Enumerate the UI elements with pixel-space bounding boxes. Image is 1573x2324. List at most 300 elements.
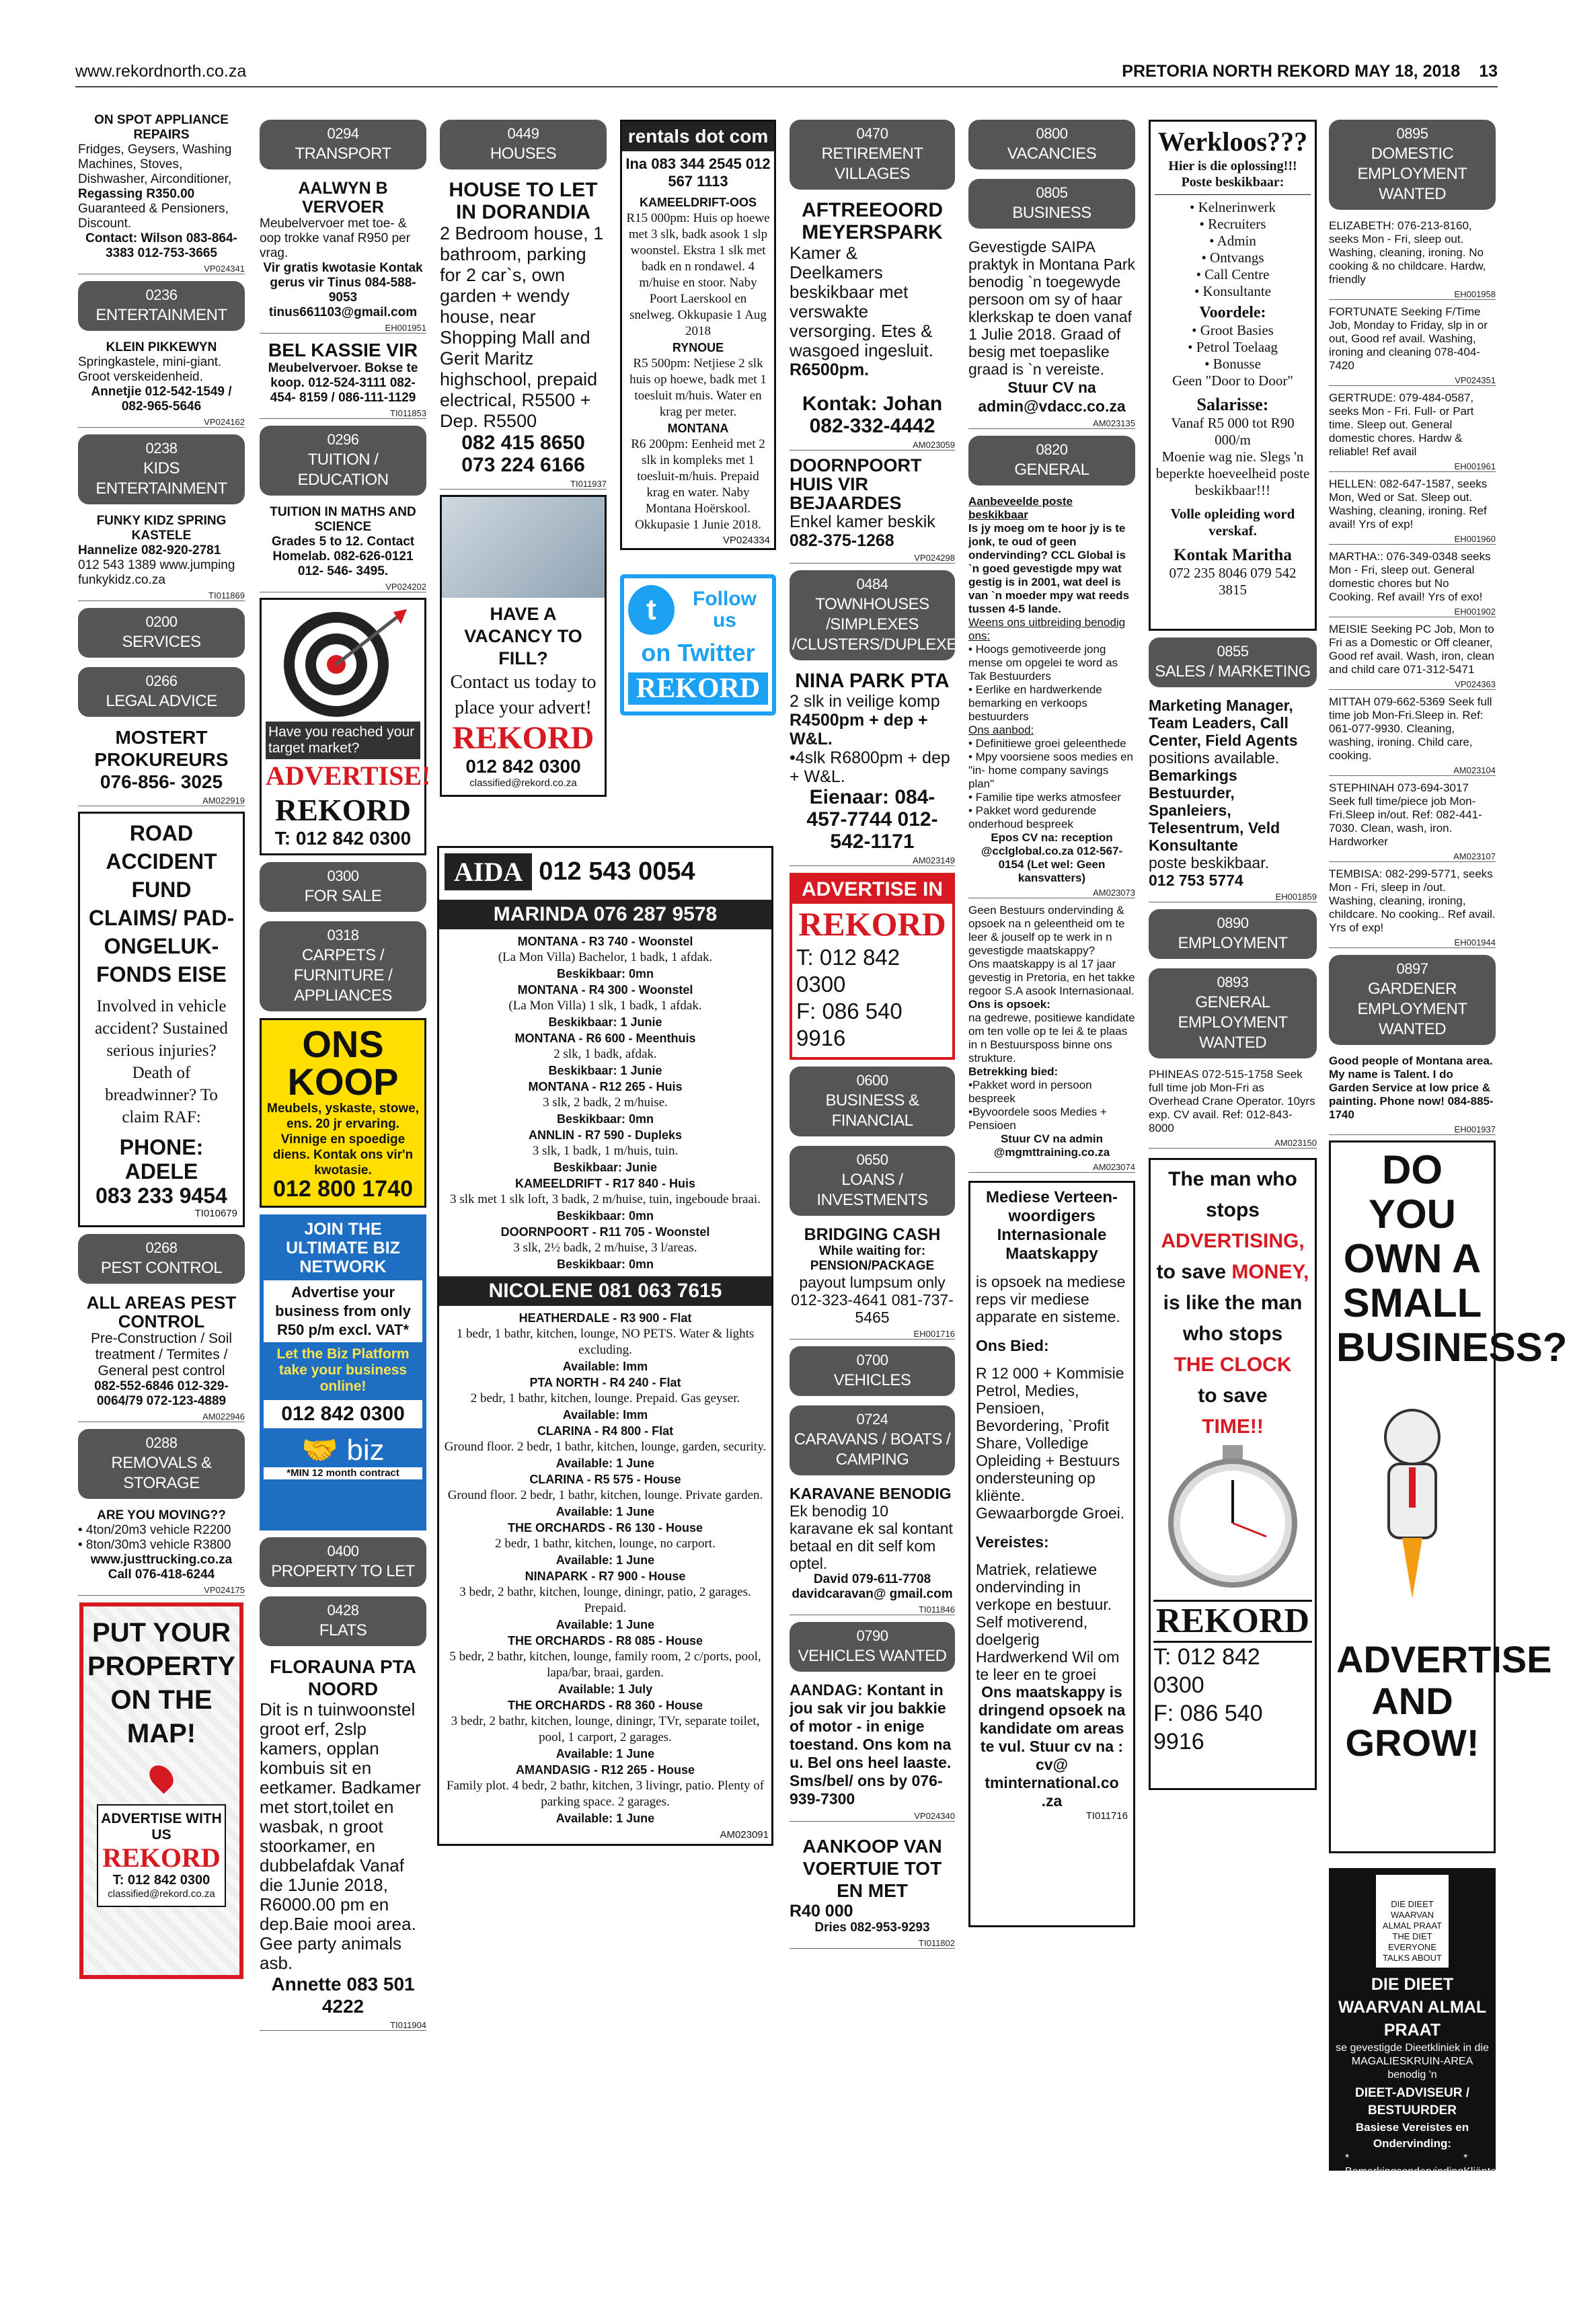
ad-body: MITTAH 079-662-5369 Seek full time job Mon-Fri.Sleep in. Ref: 061-077-9930. Cleaning, washing, ironing. Child care, cooking. <box>1329 695 1492 762</box>
ad-contact: David 079-611-7708 davidcaravan@ gmail.com <box>792 1572 953 1601</box>
ad-title: ALL AREAS PEST CONTROL <box>86 1292 237 1331</box>
ad-contact: Epos CV na: reception @cclglobal.co.za 012-567-0154 (Let wel: Geen kansvatters) <box>981 831 1123 884</box>
ad-heading: Ons is opsoek: <box>968 998 1050 1011</box>
ad-phone: 072 235 8046 079 542 3815 <box>1169 565 1297 598</box>
ad-intro: Is jy moeg om te hoor jy is te jonk, te oud of geen ondervinding? CCL Global is `n goed gevestigde mpy wat gestig is in 2001, wat deel is van `n moeder mpy wat reeds tussen 4-5 lande. <box>968 522 1130 615</box>
classified-ad <box>78 113 245 261</box>
ad-contact: Contact: Wilson 083-864-3383 012-753-3665 <box>85 231 237 260</box>
advertise-ad <box>790 873 955 1060</box>
listing-availability: Available: 1 June <box>555 1457 655 1470</box>
map-pin-icon <box>145 1760 178 1793</box>
ad-bullet: • Mpy voorsiene soos medies en "in- home company savings plan" <box>968 750 1134 790</box>
ad-role: DIEET-ADVISEUR / BESTUURDER <box>1355 2086 1469 2118</box>
listing-title: ANNLIN - R7 590 - Dupleks <box>528 1128 683 1142</box>
classified-ad <box>790 456 955 550</box>
category-tab[interactable]: 0200 SERVICES <box>78 608 245 658</box>
business-photo <box>442 497 605 598</box>
ad-phone: 083 233 9454 <box>95 1184 227 1208</box>
ad-line: • 8ton/30m3 vehicle R3800 <box>78 1538 231 1552</box>
job-list <box>1155 199 1311 300</box>
listing-title: MONTANA - R3 740 - Woonstel <box>517 935 693 948</box>
site-url[interactable]: www.rekordnorth.co.za <box>75 62 247 81</box>
ad-title: JOIN THE ULTIMATE BIZ NETWORK <box>286 1220 400 1276</box>
ad-line: • 4ton/20m3 vehicle R2200 <box>78 1523 231 1537</box>
ad-bullet: • Pakket word gedurende onderhoud bespreek <box>968 804 1097 830</box>
ad-sub: on Twitter <box>641 639 755 666</box>
ad-title: FUNKY KIDZ SPRING KASTELE <box>96 514 227 543</box>
classified-ad <box>78 1508 245 1582</box>
ad-title: KARAVANE BENODIG <box>790 1485 952 1502</box>
ad-email: classified@rekord.co.za <box>108 1888 215 1900</box>
job-item: • Admin <box>1209 233 1256 249</box>
ad-contact: Eienaar: 084-457-7744 012-542-1171 <box>806 786 938 853</box>
listing-availability: Available: 1 June <box>555 1747 655 1760</box>
ad-body: Meubelvervoer. Bokse te koop. 012-524-3111 082-454- 8159 / 086-111-1129 <box>268 361 418 405</box>
listing-title: CLARINA - R4 800 - Flat <box>537 1424 674 1438</box>
classified-ad <box>440 179 607 476</box>
listing-item <box>626 194 770 340</box>
ad-ref: AM023091 <box>720 1829 769 1841</box>
ad-body: GERTRUDE: 079-484-0587, seeks Mon - Fri. Full- or Part time. Sleep out. General domestic chores. Hardw & reliable! Ref avail <box>1329 391 1474 458</box>
twitter-icon: t <box>628 585 675 635</box>
listing-details: R15 000pm: Huis op hoewe met 3 slk, badk asook 1 slp woonstel. Ekstra 1 slk met badk en n rondawel. 4 m/huise en stoor. Naby Poort Laerskool en snelweg. Okkupasie 1 Aug 2018 <box>626 211 770 338</box>
ad-closing: Sluit: 30/05/2018 Stuur CV na: danie@the-diet.co.za (kode: Mag18) <box>1336 2286 1489 2309</box>
ad-bullet: •Pakket word in persoon bespreek <box>968 1079 1092 1105</box>
requirement-item: * Administratief <box>1463 2179 1529 2204</box>
category-tab[interactable]: 0650 LOANS / INVESTMENTS <box>790 1146 955 1216</box>
ons-koop-ad <box>260 1018 426 1208</box>
column-2 <box>257 113 429 2159</box>
ad-ref: EH001859 <box>1149 892 1317 902</box>
ad-title: ARE YOU MOVING?? <box>97 1508 226 1522</box>
category-tab[interactable]: 0300 FOR SALE <box>260 862 426 912</box>
ad-bullet: • Eerlike en hardwerkende bemarking en verkoops bestuurders <box>968 683 1102 723</box>
ad-body: poste beskikbaar. <box>1149 854 1270 872</box>
listing-title: MONTANA - R4 300 - Woonstel <box>517 983 693 997</box>
listing-title: KAMEELDRIFT - R17 840 - Huis <box>514 1177 696 1190</box>
classified-ad <box>968 904 1135 1159</box>
category-tab[interactable]: 0724 CARAVANS / BOATS / CAMPING <box>790 1405 955 1475</box>
medical-reps-ad <box>968 1181 1135 1927</box>
listing-availability: Available: 1 June <box>555 1553 655 1567</box>
ad-phone: 082-375-1268 <box>790 531 894 550</box>
ad-ref: EH001716 <box>790 1329 955 1340</box>
raf-ad <box>78 812 245 1227</box>
classified-ad <box>260 505 426 579</box>
category-tab[interactable]: 0855 SALES / MARKETING <box>1149 637 1317 687</box>
ad-title: KLEIN PIKKEWYN <box>106 340 217 354</box>
ad-sub: Let the Biz Platform take your business online! <box>276 1346 410 1394</box>
category-tab[interactable]: 0238 KIDS ENTERTAINMENT <box>78 434 245 504</box>
ad-line: ADVERTISING, <box>1161 1230 1305 1252</box>
listing-title: AMANDASIG - R12 265 - House <box>515 1763 695 1777</box>
listing-availability: Beskikbaar: Junie <box>553 1161 658 1174</box>
listing-availability: Available: 1 June <box>555 1505 655 1518</box>
ad-body: Kamer & Deelkamers beskikbaar met verswakte versorging. Etes & wasgoed ingesluit. <box>790 243 933 360</box>
ad-title: ROAD ACCIDENT FUND CLAIMS/ PAD-ONGELUK-FONDS EISE <box>88 821 235 986</box>
ad-ref: AM023149 <box>790 855 955 866</box>
job-item: • Kelnerinwerk <box>1189 199 1276 215</box>
listing-details: 3 bedr, 2 bathr, kitchen, lounge, diningr, patio, 2 garages. Prepaid. <box>459 1585 751 1615</box>
listing-item <box>626 340 770 420</box>
ad-fax: F: 086 540 9916 <box>796 999 903 1050</box>
ad-ref: AM023107 <box>1329 851 1496 862</box>
classified-ad <box>78 1293 245 1409</box>
ad-contact: Stuur CV na admin@vdacc.co.za <box>978 379 1126 415</box>
job-item: • Call Centre <box>1196 266 1270 282</box>
listing-details: 3 slk, 1 badk, 1 m/huis, tuin. <box>532 1144 679 1158</box>
classified-ad <box>78 514 245 588</box>
ad-contact: Annette 083 501 4222 <box>271 1974 415 2017</box>
category-tab[interactable]: 0400 PROPERTY TO LET <box>260 1537 426 1587</box>
category-tab[interactable]: 0470 RETIREMENT VILLAGES <box>790 120 955 190</box>
listing-details: (La Mon Villa) Bachelor, 1 badk, 1 afdak. <box>498 950 713 964</box>
category-tab[interactable]: 0800 VACANCIES <box>968 120 1135 169</box>
ad-note: *MIN 12 month contract <box>264 1467 422 1479</box>
ad-ref: VP024202 <box>260 582 426 592</box>
classified-ad <box>968 238 1135 416</box>
ad-heading: Vereistes: <box>976 1533 1049 1551</box>
vacancy-ad <box>440 495 607 797</box>
ad-ref: VP024175 <box>78 1585 245 1596</box>
ad-title: TUITION IN MATHS AND SCIENCE <box>270 505 416 534</box>
category-tab[interactable]: 0700 VEHICLES <box>790 1346 955 1396</box>
ad-title: AANDAG: Kontant in jou sak vir jou bakkie of motor - in enige toestand. Ons kom na u. Bel ons heel laaste. Sms/bel/ ons by 076-939-7300 <box>790 1681 952 1808</box>
category-tab[interactable]: 0449 HOUSES <box>440 120 607 169</box>
paper-name: PRETORIA NORTH REKORD MAY 18, 2018 <box>1122 62 1461 81</box>
biz-network-ad <box>260 1214 426 1531</box>
ad-title: HOUSE TO LET IN DORANDIA <box>449 179 598 223</box>
ad-cta: ADVERTISE WITH US <box>101 1811 222 1843</box>
ad-email: classified@rekord.co.za <box>469 777 577 789</box>
listing-details: R5 500pm: Netjiese 2 slk huis op hoewe, badk met 1 toesluit m/huis. Water en krag per meter. <box>629 356 767 419</box>
ad-body: Grades 5 to 12. Contact Homelab. 082-626-0121 012- 546- 3495. <box>271 535 415 578</box>
ad-title: PUT YOUR PROPERTY ON THE MAP! <box>87 1618 236 1748</box>
ad-phone: T: 012 842 0300 <box>1153 1644 1260 1698</box>
ad-ref: AM023074 <box>968 1162 1135 1173</box>
classified-ad <box>1329 219 1496 286</box>
ad-body: Gevestigde SAIPA praktyk in Montana Park benodig `n toegewyde persoon om sy of haar klerkskap te doen vanaf 1 Julie 2018. Graad of besig met toepaslike graad is `n vereiste. <box>968 238 1136 378</box>
listing-title: THE ORCHARDS - R6 130 - House <box>507 1521 703 1535</box>
column-4 <box>617 113 779 2159</box>
ad-line: MONEY, <box>1231 1261 1309 1283</box>
ad-contact: Stuur CV na admin @mgmttraining.co.za <box>993 1132 1110 1159</box>
classified-ad <box>1149 697 1317 889</box>
ad-body: PHINEAS 072-515-1758 Seek full time job Mon-Fri as Overhead Crane Operator. 10yrs exp. CV avail. Ref: 012-843-8000 <box>1149 1068 1315 1134</box>
listing-details: R6 200pm: Eenheid met 2 slk in kompleks met 1 toesluit-m/huis. Prepaid krag en water. Naby Montana Hoërskool. Okkupasie 1 Junie 2018. <box>631 437 765 532</box>
listing-availability: Available: 1 June <box>555 1618 655 1631</box>
ad-line: is like the man who stops <box>1163 1292 1303 1345</box>
ad-cta: ADVERTISE AND GROW! <box>1336 1638 1552 1764</box>
ad-phone: 076-856- 3025 <box>100 771 223 792</box>
ad-contact: Dries 082-953-9293 <box>814 1921 930 1935</box>
category-tab[interactable]: 0600 BUSINESS & FINANCIAL <box>790 1067 955 1136</box>
ad-ref: AM023135 <box>968 418 1135 429</box>
rekord-logo: REKORD <box>275 793 411 827</box>
category-tab[interactable]: 0268 PEST CONTROL <box>78 1234 245 1284</box>
ad-phone: T: 012 842 0300 <box>112 1873 210 1888</box>
ad-bullet: •Byvoordele soos Medies + Pensioen <box>968 1106 1107 1132</box>
requirement-item: * Bemarkingsondervinding <box>1345 2153 1464 2177</box>
ad-body: Pre-Construction / Soil treatment / Termites / General pest control <box>90 1331 233 1379</box>
listing-availability: Beskikbaar: 0mn <box>556 1209 654 1223</box>
requirement-item: * Rekenaargeletterdheid <box>1345 2179 1461 2191</box>
ad-body: Fridges, Geysers, Washing Machines, Stoves, Dishwasher, Airconditioner, <box>78 143 232 186</box>
job-item: • Ontvangs <box>1201 249 1264 266</box>
job-item: • Konsultante <box>1194 283 1272 299</box>
ad-heading: Ons Bied: <box>976 1337 1049 1354</box>
listing-details: 3 slk, 2½ badk, 2 m/huise, 3 l/areas. <box>513 1241 697 1255</box>
ad-body: 2 Bedroom house, 1 bathroom, parking for 2 car`s, own garden + wendy house, near Shopping Mall and Gerit Maritz highschool, prepaid electrical, R5500 + Dep. R5500 <box>440 223 604 431</box>
rekord-logo: REKORD <box>1153 1600 1312 1643</box>
ad-ref: TI011904 <box>260 2020 426 2031</box>
ad-body: 012 543 1389 www.jumping funkykidz.co.za <box>78 558 235 587</box>
ad-ref: AM023073 <box>968 888 1135 898</box>
category-tab[interactable]: 0820 GENERAL <box>968 436 1135 486</box>
ad-body: FORTUNATE Seeking F/Time Job, Monday to Friday, slp in or out, Good ref avail. Washing, ironing and cleaning 078-404-7420 <box>1329 305 1488 372</box>
ad-pay: Bo-gemiddelde Basies + Kommissie (Verdien R12 000+ per maand) <box>1345 2237 1480 2280</box>
ad-contact: Annetjie 012-542-1549 / 082-965-5646 <box>91 385 232 414</box>
ad-body: R 12 000 + Kommisie Petrol, Medies, Pensioen, Bevordering, `Profit Share, Volledige Opleiding + Bestuurs ondersteuning op kliënte. Gewaarborgde Groei. <box>976 1364 1125 1522</box>
category-tab[interactable]: 0790 VEHICLES WANTED <box>790 1622 955 1672</box>
ad-ref: EH001937 <box>1329 1124 1496 1135</box>
ad-note: Moenie wag nie. Slegs 'n beperkte hoeveelheid poste beskikbaar!!! <box>1155 449 1310 498</box>
ad-phone: Ina 083 344 2545 012 567 1113 <box>625 155 771 190</box>
ad-title: BEL KASSIE VIR <box>268 340 418 360</box>
ad-title: Mediese Verteen-woordigers Internasionale Maatskappy <box>985 1188 1118 1263</box>
ad-heading: Weens ons uitbreiding benodig ons: <box>968 616 1126 642</box>
ad-body: Advertise your business from only R50 p/m excl. VAT* <box>264 1280 422 1342</box>
ad-title: BRIDGING CASH <box>804 1225 941 1244</box>
category-tab[interactable]: 0484 TOWNHOUSES /SIMPLEXES /CLUSTERS/DUPLEXES <box>790 570 955 660</box>
ad-body: Ons maatskappy is al 17 jaar gevestig in Pretoria, en het takke regoor S.A asook Internasionaal. <box>968 958 1135 997</box>
ad-line: to save <box>1198 1385 1268 1407</box>
listing-availability: Available: Imm <box>562 1408 648 1422</box>
property-map-ad <box>79 1602 243 1979</box>
ad-title: Werkloos??? <box>1157 126 1308 157</box>
classified-ad <box>1329 867 1496 935</box>
ad-body: HELLEN: 082-647-1587, seeks Mon, Wed or Sat. Sleep out. Washing, cleaning, ironing. Ref avail! Yrs of exp! <box>1329 477 1488 531</box>
ad-title: DIE DIEET WAARVAN ALMAL PRAAT <box>1338 1975 1487 2040</box>
ad-ref: VP024351 <box>1329 375 1496 386</box>
rekord-logo: REKORD <box>452 720 594 756</box>
listing-title: MONTANA <box>667 422 729 435</box>
ad-phone: 012 753 5774 <box>1149 872 1243 889</box>
ad-title: ADVERTISE IN <box>792 876 952 904</box>
classified-ad <box>790 1835 955 1935</box>
aida-logo: AIDA <box>445 853 532 890</box>
listing-details: (La Mon Villa) 1 slk, 1 badk, 1 afdak. <box>508 999 702 1013</box>
small-business-ad <box>1329 1140 1568 1853</box>
ad-web: www.justtrucking.co.za <box>90 1553 233 1567</box>
ad-price: R6500pm. <box>790 360 870 379</box>
listing-title: PTA NORTH - R4 240 - Flat <box>529 1376 681 1389</box>
ad-ref: EH001944 <box>1329 937 1496 948</box>
column-1 <box>75 113 247 2159</box>
category-tab[interactable]: 0897 GARDENER EMPLOYMENT WANTED <box>1329 955 1496 1045</box>
ad-bullet: • Familie tipe werks atmosfeer <box>968 791 1122 804</box>
ad-ref: VP024298 <box>790 553 955 564</box>
listing-availability: Beskikbaar: 0mn <box>556 1112 654 1126</box>
category-tab[interactable]: 0428 FLATS <box>260 1596 426 1646</box>
ad-ref: EH001961 <box>1329 461 1496 472</box>
ad-body: Dit is n tuinwoonstel groot erf, 2slp kamers, opplan kombuis sit en eetkamer. Badkamer met stort,toilet en wasbak, n groot stoorkamer, en dubbelafdak Vanaf die 1Junie 2018, R6000.00 pm en dep.Baie mooi area. Gee party animals asb. <box>260 1699 421 1973</box>
classified-ad <box>1329 781 1496 849</box>
requirement-list <box>1336 2152 1529 2233</box>
ad-title: AALWYN B VERVOER <box>298 179 388 217</box>
ad-ref: AM023059 <box>790 440 955 451</box>
ad-ref: TI011853 <box>260 408 426 419</box>
category-tab[interactable]: 0266 LEGAL ADVICE <box>78 667 245 717</box>
phone-label: PHONE: <box>119 1135 204 1159</box>
ad-note: Geen "Door to Door" <box>1172 373 1293 389</box>
twitter-ad[interactable] <box>620 574 776 715</box>
ad-body: Good people of Montana area. My name is Talent. I do Garden Service at low price & painting. Phone now! 084-885-1740 <box>1329 1054 1494 1121</box>
classified-ad <box>1329 1054 1496 1122</box>
ad-ref: TI011937 <box>440 479 607 490</box>
listing-availability: Beskikbaar: 0mn <box>556 967 654 980</box>
ad-heading: Basiese Vereistes en Ondervinding: <box>1355 2121 1469 2150</box>
classified-ad <box>790 670 955 853</box>
ad-sub: Hier is die oplossing!!! Poste beskikbaar: <box>1155 158 1311 195</box>
ad-title: DOORNPOORT HUIS VIR BEJAARDES <box>790 455 922 513</box>
contact-name: ADELE <box>124 1159 198 1184</box>
benefit-item: • Bonusse <box>1204 356 1261 372</box>
ad-bullet: • Hoogs gemotiveerde jong mense om opgelei te word as Tak Bestuurders <box>968 643 1118 683</box>
ad-contact: Vir gratis kwotasie Kontak gerus vir Tinus 084-588- 9053 tinus661103@gmail.com <box>263 261 423 319</box>
handshake-icon: 🤝 biz <box>301 1434 385 1467</box>
ad-body: STEPHINAH 073-694-3017 Seek full time/piece job Mon-Fri.Sleep in/out. Ref: 082-441-7030. Clean, wash, iron. Hardworker <box>1329 781 1482 848</box>
category-tab[interactable]: 0318 CARPETS / FURNITURE / APPLIANCES <box>260 921 426 1011</box>
column-7 <box>1146 113 1319 2159</box>
listing-availability: Beskikbaar: 0mn <box>556 1257 654 1271</box>
ad-price: R40 000 <box>790 1902 853 1921</box>
ad-body: payout lumpsum only 012-323-4641 081-737-5465 <box>791 1274 954 1326</box>
classified-ad <box>1329 550 1496 604</box>
ad-note: Volle opleiding word verskaf. <box>1170 506 1295 539</box>
listing-title: DOORNPOORT - R11 705 - Woonstel <box>500 1225 710 1239</box>
category-tab[interactable]: 0288 REMOVALS & STORAGE <box>78 1429 245 1499</box>
ad-ref: TI011802 <box>790 1938 955 1949</box>
ad-line: to save <box>1156 1261 1226 1283</box>
ad-title: AFTREEOORD MEYERSPARK <box>802 199 943 243</box>
ad-line: R4500pm + dep + W&L. <box>790 711 928 748</box>
category-tab[interactable]: 0890 EMPLOYMENT <box>1149 909 1317 959</box>
ad-title: Bemarkings Bestuurder, Spanleiers, Telesentrum, Veld Konsultante <box>1149 767 1280 854</box>
rentals-ad <box>620 120 776 550</box>
diet-logo: DIE DIEET WAARVAN ALMAL PRAAT THE DIET EVERYONE TALKS ABOUT <box>1376 1875 1449 1968</box>
rekord-logo: REKORD <box>628 672 768 705</box>
classified-ad <box>1329 305 1496 373</box>
ad-phone: 012 842 0300 <box>264 1400 422 1428</box>
ad-ref: AM022919 <box>78 796 245 806</box>
ad-ref: VP024162 <box>78 417 245 428</box>
ad-contact: Call 076-418-6244 <box>108 1567 215 1582</box>
ad-body: Ek benodig 10 karavane ek sal kontant betaal en dit self kom optel. <box>790 1502 953 1572</box>
classified-ad <box>790 1485 955 1602</box>
ad-ref: TI010679 <box>194 1208 237 1219</box>
dartboard-icon <box>276 604 410 718</box>
category-tab[interactable]: 0893 GENERAL EMPLOYMENT WANTED <box>1149 968 1317 1058</box>
target-market-ad <box>260 598 431 855</box>
ad-ref: VP024363 <box>1329 679 1496 690</box>
ad-body: ELIZABETH: 076-213-8160, seeks Mon - Fri, sleep out. Washing, cleaning, ironing. No cooking & no childcare. Hardw, friendly <box>1329 219 1486 286</box>
ad-contact: Kontak Maritha <box>1174 546 1292 564</box>
ad-body: Matriek, relatiewe ondervinding in verkope en bestuur. Self motiverend, doelgerig Hardwerkend Wil om te leer en te groei <box>976 1561 1120 1683</box>
category-tab[interactable]: 0294 TRANSPORT <box>260 120 426 169</box>
ad-ref: EH001960 <box>1329 534 1496 545</box>
ad-body: Involved in vehicle accident? Sustained serious injuries? Death of breadwinner? To claim RAF: <box>95 997 228 1126</box>
category-tab[interactable]: 0895 DOMESTIC EMPLOYMENT WANTED <box>1329 120 1496 210</box>
ad-line: THE CLOCK <box>1174 1354 1292 1376</box>
listing-details: 2 bedr, 1 bathr, kitchen, lounge. Prepaid. Gas geyser. <box>470 1391 740 1405</box>
ad-ref: TI011716 <box>1085 1810 1128 1822</box>
listing-details: 1 bedr, 1 bathr, kitchen, lounge, NO PETS. Water & lights excluding. <box>456 1327 755 1357</box>
column-6 <box>966 113 1138 2159</box>
category-tab[interactable]: 0296 TUITION / EDUCATION <box>260 426 426 496</box>
header-rule <box>75 86 1498 87</box>
column-5 <box>787 113 968 2159</box>
rentals-logo: rentals dot com <box>622 122 774 151</box>
benefit-item: • Petrol Toelaag <box>1188 339 1278 355</box>
classified-ad <box>1329 477 1496 531</box>
classified-ad <box>1329 391 1496 459</box>
ad-contact: Hannelize 082-920-2781 <box>78 543 221 557</box>
category-tab[interactable]: 0236 ENTERTAINMENT <box>78 281 245 331</box>
classified-ad <box>1149 1068 1317 1135</box>
ad-heading: Ons aanbod: <box>968 724 1034 736</box>
clock-ad <box>1149 1158 1317 1790</box>
domestic-listings <box>1326 219 1498 948</box>
ad-body: na gedrewe, positiewe kandidate om ten volle op te lei & te plaas in n Bestuursposs binne ons strukture. <box>968 1011 1135 1064</box>
category-tab[interactable]: 0805 BUSINESS <box>968 179 1135 229</box>
page-number: 13 <box>1479 62 1498 81</box>
ad-heading: Betrekking bied: <box>968 1065 1059 1078</box>
ad-heading: Salarisse: <box>1196 395 1269 414</box>
ad-heading: Voordele: <box>1199 304 1266 321</box>
ad-intro: Geen Bestuurs ondervinding & opsoek na n geleentheid om te leer & jouself op te werk in n gevestigde maatskappy? <box>968 904 1125 957</box>
ad-phone: 012 800 1740 <box>273 1176 413 1202</box>
ad-body: MARTHA:: 076-349-0348 seeks Mon - Fri, sleep out. General domestic chores but No Cooking. Ref avail! Yrs of exo! <box>1329 550 1491 603</box>
ad-ref: AM023104 <box>1329 765 1496 776</box>
ad-title: FLORAUNA PTA NOORD <box>270 1656 416 1699</box>
requirement-item: * Selfgedrewe <box>1345 2206 1412 2218</box>
ad-title: HAVE A VACANCY TO FILL? <box>464 604 582 668</box>
listing-group <box>622 194 774 533</box>
ad-body: MEISIE Seeking PC Job, Mon to Fri as a Domestic or Off cleaner, Good ref avail. Wash, iron, clean and child care 071-312-5471 <box>1329 623 1494 676</box>
ad-body: Enkel kamer beskik <box>790 512 935 531</box>
ad-title: Aanbeveelde poste beskikbaar <box>968 495 1073 521</box>
ad-ref: VP024341 <box>78 264 245 274</box>
listing-details: Family plot. 4 bedr, 2 bathr, kitchen, 3 livingr, patio. Plenty of parking space. 2 garages. <box>446 1779 765 1809</box>
listing-details: 3 bedr, 2 bathr, kitchen, lounge, diningr, TVr, separate toilet, pool, 1 carport, 2 garages. <box>451 1714 760 1744</box>
requirement-item: * Mense-mens <box>1463 2206 1507 2231</box>
ad-body: Guaranteed & Pensioners, Discount. <box>78 202 229 231</box>
ad-bullet: • Definitiewe groei geleenthede <box>968 737 1126 750</box>
ad-ref: EH001951 <box>260 323 426 334</box>
ad-title: DO YOU OWN A SMALL BUSINESS? <box>1336 1147 1568 1370</box>
ad-contact: Kontak: Johan 082-332-4442 <box>802 393 943 437</box>
ad-contact: Ons maatskappy is dringend opsoek na kandidate om areas te vul. Stuur cv na : cv@ tminternational.co .za <box>978 1683 1126 1810</box>
listing-title: THE ORCHARDS - R8 360 - House <box>507 1699 703 1712</box>
ad-body: is opsoek na mediese reps vir mediese apparate en sisteme. <box>976 1273 1126 1325</box>
ad-price: Regassing R350.00 <box>78 187 195 201</box>
listing-title: MONTANA - R12 265 - Huis <box>528 1080 683 1093</box>
ad-title: MOSTERT PROKUREURS <box>94 727 229 770</box>
classified-ad <box>260 1656 426 2017</box>
ad-line: TIME!! <box>1202 1416 1264 1438</box>
listing-details: Ground floor. 2 bedr, 1 bathr, kitchen, lounge. Private garden. <box>447 1488 763 1502</box>
